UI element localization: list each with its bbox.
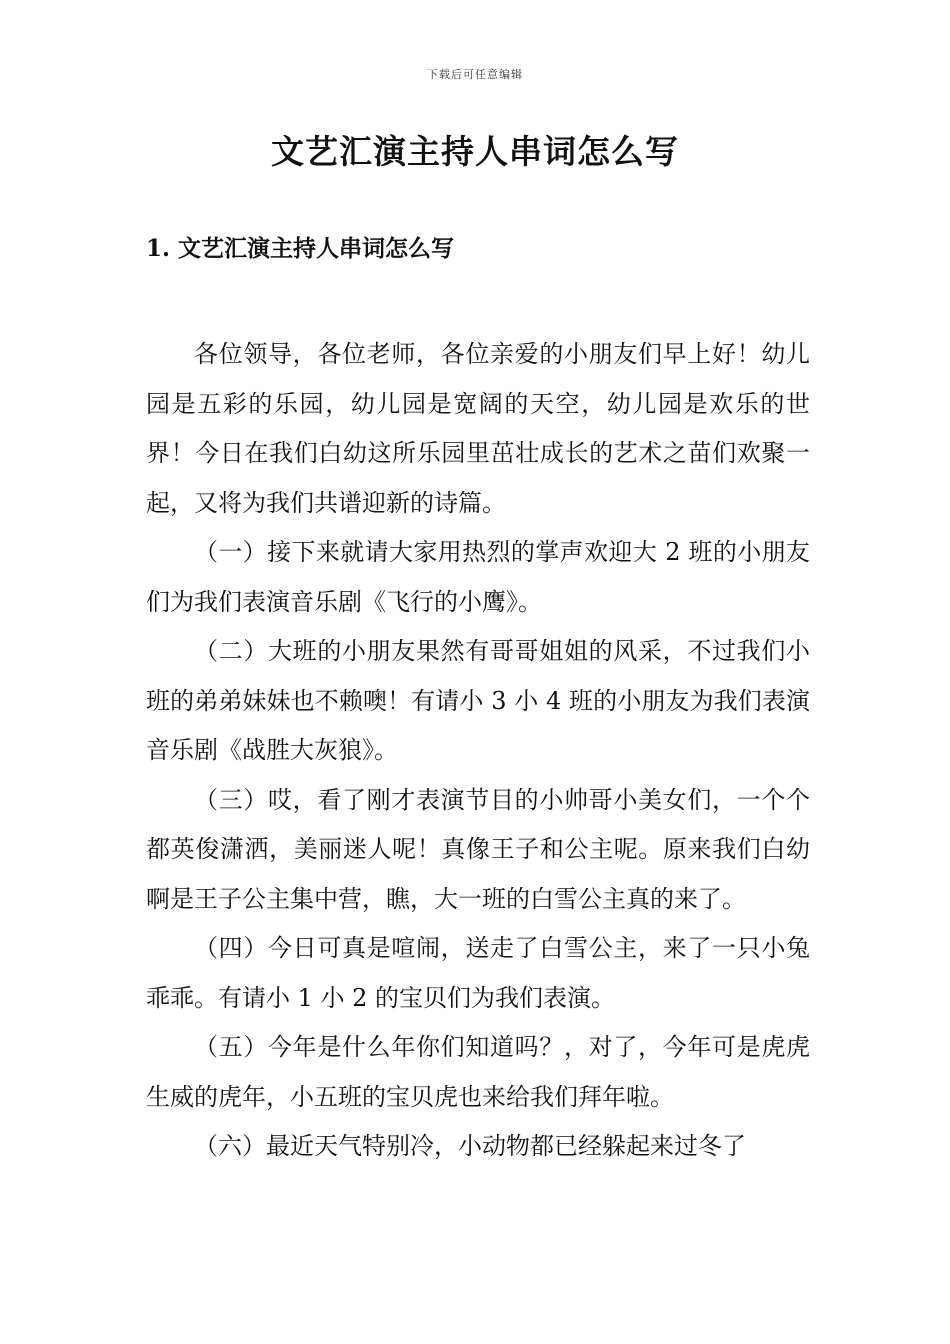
paragraph-greeting: 各位领导，各位老师，各位亲爱的小朋友们早上好！幼儿园是五彩的乐园，幼儿园是宽阔的天空，幼儿园是欢乐的世界！今日在我们白幼这所乐园里茁壮成长的艺术之苗们欢聚一起，又将为我们共谱迎新的诗篇。 bbox=[146, 340, 810, 517]
paragraph-item-6: （六）最近天气特别冷，小动物都已经躲起来过冬了 bbox=[194, 1132, 746, 1160]
paragraph-item-3: （三）哎，看了刚才表演节目的小帅哥小美女们，一个个都英俊潇洒，美丽迷人呢！真像王子和公主呢。原来我们白幼啊是王子公主集中营，瞧，大一班的白雪公主真的来了。 bbox=[146, 785, 810, 913]
section-heading: 1. 文艺汇演主持人串词怎么写 bbox=[146, 235, 455, 262]
paragraph-item-1: （一）接下来就请大家用热烈的掌声欢迎大 2 班的小朋友们为我们表演音乐剧《飞行的小鹰》。 bbox=[146, 538, 810, 616]
paragraph-item-4: （四）今日可真是喧闹，送走了白雪公主，来了一只小兔乖乖。有请小 1 小 2 的宝贝们为我们表演。 bbox=[146, 934, 810, 1012]
document-title: 文艺汇演主持人串词怎么写 bbox=[271, 132, 679, 171]
document-body bbox=[146, 330, 810, 1172]
paragraph-item-5: （五）今年是什么年你们知道吗？，对了，今年可是虎虎生威的虎年，小五班的宝贝虎也来给我们拜年啦。 bbox=[146, 1033, 810, 1111]
paragraph-item-2: （二）大班的小朋友果然有哥哥姐姐的风采，不过我们小班的弟弟妹妹也不赖噢！有请小 3 小 4 班的小朋友为我们表演音乐剧《战胜大灰狼》。 bbox=[146, 637, 810, 764]
header-note: 下载后可任意编辑 bbox=[427, 68, 523, 81]
